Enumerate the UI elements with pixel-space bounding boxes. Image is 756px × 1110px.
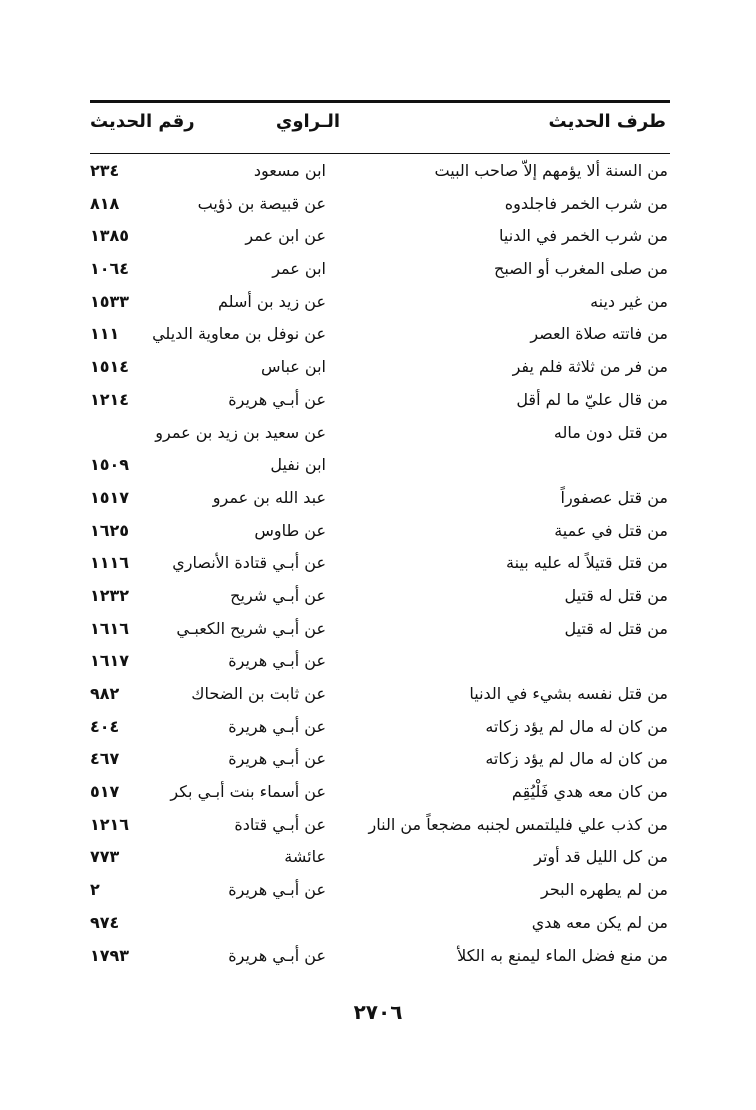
table-row [90, 418, 670, 451]
hadith-text: من منع فضل الماء ليمنع به الكلأ [457, 945, 668, 965]
hadith-number: ١٥٣٣ [90, 291, 130, 311]
narrator-text: ابن عمر [272, 259, 326, 279]
table-row [90, 908, 670, 941]
table-row [90, 941, 670, 974]
narrator-text: عن أبـي شريح [230, 585, 326, 605]
narrator-text: عن أبـي هريرة [228, 389, 326, 409]
narrator-text: عن أبـي هريرة [228, 880, 326, 900]
table-row [90, 810, 670, 843]
hadith-number: ١١١ [90, 324, 120, 344]
table-row [90, 319, 670, 352]
hadith-number: ١٢١٤ [90, 389, 130, 409]
hadith-text: من قتل له قتيل [564, 618, 668, 638]
hadith-number: ١٦٢٥ [90, 520, 130, 540]
hadith-number: ١٥٠٩ [90, 455, 130, 475]
table-row [90, 189, 670, 222]
hadith-text: من قتل له قتيل [564, 585, 668, 605]
hadith-text: من لم يطهره البحر [541, 880, 668, 900]
hadith-number: ٢ [90, 880, 100, 900]
table-row [90, 221, 670, 254]
hadith-text: من قتل في عمية [554, 520, 668, 540]
hadith-text: من كان له مال لم يؤد زكاته [485, 749, 668, 769]
table-row [90, 646, 670, 679]
hadith-number: ١٥١٤ [90, 357, 130, 377]
table-row [90, 679, 670, 712]
narrator-text: عن طاوس [254, 520, 326, 540]
narrator-text: عن أبـي قتادة الأنصاري [172, 553, 326, 573]
hadith-number: ٥١٧ [90, 782, 120, 802]
table-row [90, 777, 670, 810]
narrator-text: عن زيد بن أسلم [218, 291, 326, 311]
table-row [90, 483, 670, 516]
narrator-text: عن ثابت بن الضحاك [191, 684, 326, 703]
hadith-number: ٤٠٤ [90, 716, 120, 736]
narrator-text: عن نوفل بن معاوية الديلي [152, 324, 326, 344]
hadith-number: ١٢١٦ [90, 814, 130, 834]
hadith-text: من كذب علي فليلتمس لجنبه مضجعاً من النار [368, 814, 668, 834]
hadith-number: ١٦١٦ [90, 618, 130, 638]
table-body [90, 156, 670, 973]
narrator-text: عن قبيصة بن ذؤيب [197, 193, 326, 213]
narrator-text: عائشة [284, 847, 326, 867]
hadith-text: من قتل عصفوراً [560, 487, 668, 507]
page-number: ٢٧٠٦ [353, 1000, 403, 1024]
table-row [90, 450, 670, 483]
table-row [90, 156, 670, 189]
hadith-number: ٤٦٧ [90, 749, 120, 769]
narrator-text: عن سعيد بن زيد بن عمرو [155, 422, 326, 442]
table-row [90, 254, 670, 287]
narrator-text: ابن مسعود [253, 161, 326, 180]
table-row [90, 548, 670, 581]
hadith-number: ٩٨٢ [90, 684, 120, 703]
hadith-text: من شرب الخمر فاجلدوه [504, 193, 668, 213]
narrator-text: عبد الله بن عمرو [212, 487, 326, 507]
hadith-text: من فر من ثلاثة فلم يفر [512, 357, 668, 377]
hadith-number: ٢٣٤ [90, 161, 120, 180]
hadith-number: ١١١٦ [90, 553, 130, 573]
narrator-text: عن أسماء بنت أبـي بكر [170, 782, 326, 802]
table-row [90, 875, 670, 908]
narrator-text: ابن نفيل [270, 455, 326, 475]
hadith-number: ١٥١٧ [90, 487, 130, 507]
narrator-text: عن أبـي هريرة [228, 749, 326, 769]
hadith-text: من كل الليل قد أوتر [534, 847, 668, 867]
hadith-text: من السنة ألا يؤمهم إلاّ صاحب البيت [434, 161, 668, 180]
narrator-text: عن أبـي هريرة [228, 651, 326, 671]
column-header-hadith: طرف الحديث [548, 111, 666, 132]
hadith-number: ١٦١٧ [90, 651, 130, 671]
narrator-text: عن ابن عمر [245, 226, 326, 246]
hadith-text: من قتل دون ماله [553, 422, 668, 442]
hadith-text: من كان له مال لم يؤد زكاته [485, 716, 668, 736]
header-divider [90, 153, 670, 154]
narrator-text: عن أبـي هريرة [228, 945, 326, 965]
hadith-text: من لم يكن معه هدي [531, 912, 668, 932]
narrator-text: عن أبـي قتادة [234, 814, 326, 834]
hadith-text: من صلى المغرب أو الصبح [493, 259, 668, 279]
hadith-text: من كان معه هدي فَلْيُقِم [511, 782, 668, 802]
hadith-number: ٨١٨ [90, 193, 120, 213]
table-row [90, 614, 670, 647]
table-row [90, 842, 670, 875]
hadith-text: من غير دينه [590, 291, 668, 311]
hadith-number: ١٢٣٢ [90, 585, 130, 605]
table-row [90, 385, 670, 418]
hadith-text: من فاتته صلاة العصر [530, 324, 668, 344]
table-row [90, 287, 670, 320]
hadith-text: من شرب الخمر في الدنيا [499, 226, 668, 246]
hadith-text: من قال عليّ ما لم أقل [516, 389, 668, 409]
table-row [90, 352, 670, 385]
table-header [90, 100, 670, 147]
table-row [90, 581, 670, 614]
index-table [90, 100, 670, 965]
hadith-number: ١٣٨٥ [90, 226, 130, 246]
column-header-number: رقم الحديث [90, 111, 195, 132]
narrator-text: عن أبـي هريرة [228, 716, 326, 736]
table-row [90, 516, 670, 549]
table-row [90, 712, 670, 745]
narrator-text: ابن عباس [261, 357, 326, 377]
hadith-number: ٩٧٤ [90, 912, 120, 932]
hadith-text: من قتل قتيلاً له عليه بينة [505, 553, 668, 573]
narrator-text: عن أبـي شريح الكعبـي [176, 618, 326, 638]
hadith-number: ٧٧٣ [90, 847, 120, 867]
hadith-number: ١٧٩٣ [90, 945, 130, 965]
hadith-number: ١٠٦٤ [90, 259, 130, 279]
table-row [90, 744, 670, 777]
hadith-text: من قتل نفسه بشيء في الدنيا [469, 684, 668, 703]
column-header-narrator: الـراوي [275, 111, 340, 132]
